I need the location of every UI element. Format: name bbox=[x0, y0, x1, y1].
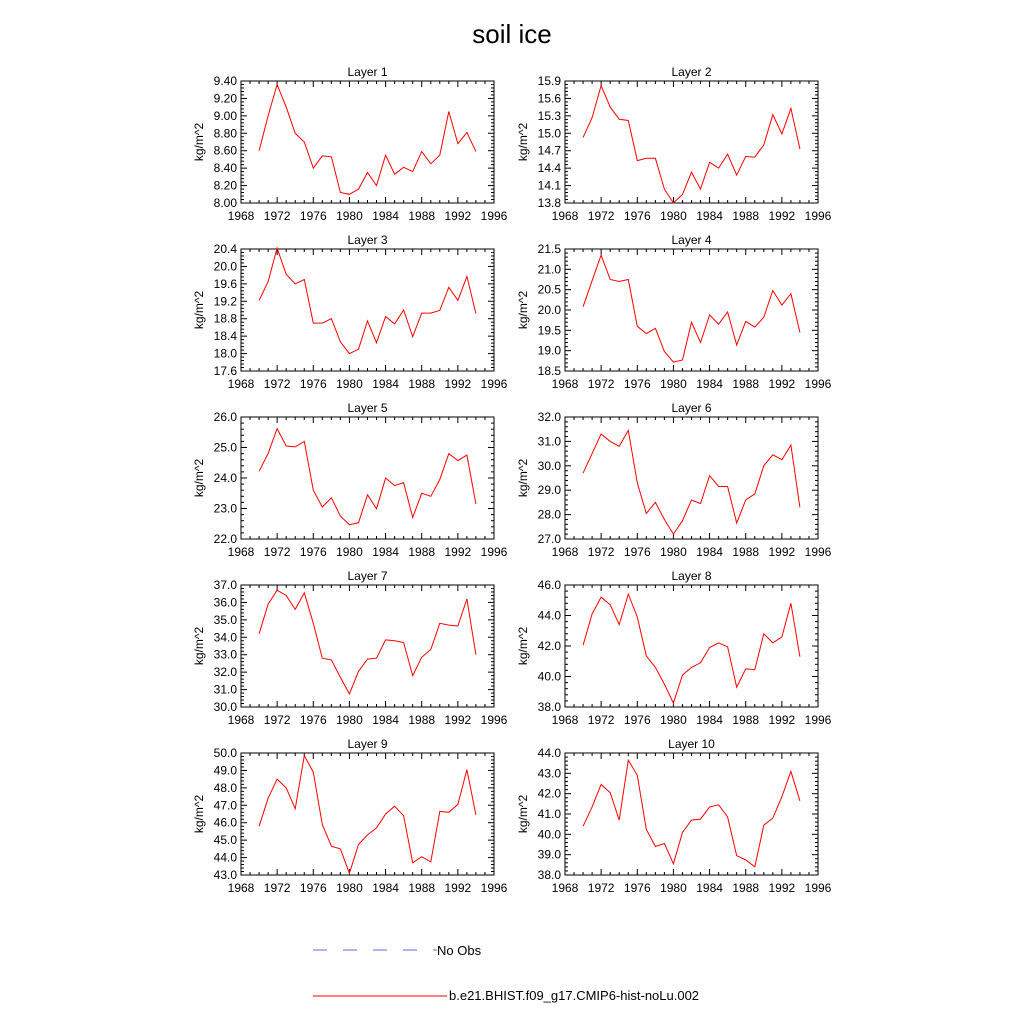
y-tick-label: 15.9 bbox=[537, 74, 561, 88]
x-tick-label: 1976 bbox=[299, 209, 327, 223]
panel-layer-3 bbox=[192, 233, 508, 391]
x-tick-label: 1996 bbox=[480, 209, 508, 223]
series-line bbox=[583, 86, 800, 203]
y-tick-label: 18.8 bbox=[213, 311, 237, 326]
y-tick-label: 42.0 bbox=[537, 786, 561, 801]
y-tick-label: 49.0 bbox=[213, 763, 237, 778]
y-axis-label: kg/m^2 bbox=[516, 458, 530, 498]
x-tick-label: 1992 bbox=[768, 545, 796, 559]
y-tick-label: 37.0 bbox=[213, 578, 237, 592]
y-tick-label: 9.00 bbox=[213, 108, 237, 123]
plot-frame bbox=[241, 81, 494, 203]
x-tick-label: 1988 bbox=[408, 713, 436, 727]
y-tick-label: 18.0 bbox=[213, 346, 237, 361]
x-tick-label: 1980 bbox=[336, 545, 363, 559]
x-tick-label: 1996 bbox=[480, 881, 508, 895]
y-tick-label: 46.0 bbox=[537, 578, 561, 592]
y-tick-label: 44.0 bbox=[537, 608, 561, 623]
panel-layer-9 bbox=[192, 737, 508, 895]
x-tick-label: 1972 bbox=[263, 209, 291, 223]
x-tick-label: 1988 bbox=[408, 209, 436, 223]
y-tick-label: 30.0 bbox=[213, 700, 237, 714]
y-tick-label: 27.0 bbox=[537, 532, 561, 546]
panel-title: Layer 4 bbox=[671, 233, 712, 247]
x-tick-label: 1984 bbox=[372, 377, 399, 391]
x-tick-label: 1988 bbox=[408, 881, 436, 895]
y-tick-label: 30.0 bbox=[537, 458, 561, 473]
y-tick-label: 41.0 bbox=[537, 807, 561, 821]
y-tick-label: 22.0 bbox=[213, 532, 237, 546]
x-tick-label: 1980 bbox=[660, 377, 687, 391]
plot-frame bbox=[241, 753, 494, 875]
y-tick-label: 13.8 bbox=[537, 196, 561, 210]
y-tick-label: 38.0 bbox=[537, 700, 561, 714]
x-tick-label: 1992 bbox=[768, 713, 796, 727]
y-axis-label: kg/m^2 bbox=[192, 458, 206, 498]
panels-group bbox=[192, 65, 832, 895]
panel-layer-1 bbox=[192, 65, 508, 223]
plot-frame bbox=[565, 753, 818, 875]
x-tick-label: 1984 bbox=[696, 713, 723, 727]
series-line bbox=[259, 429, 476, 525]
x-tick-label: 1968 bbox=[227, 209, 255, 223]
panel-layer-10 bbox=[516, 737, 832, 895]
panel-title: Layer 2 bbox=[671, 65, 712, 79]
legend-entry-model bbox=[313, 988, 699, 1003]
x-tick-label: 1968 bbox=[551, 881, 579, 895]
x-tick-label: 1972 bbox=[263, 713, 291, 727]
panel-layer-6 bbox=[516, 401, 832, 559]
x-tick-label: 1992 bbox=[444, 545, 472, 559]
x-tick-label: 1972 bbox=[263, 545, 291, 559]
y-tick-label: 33.0 bbox=[213, 647, 237, 662]
x-tick-label: 1976 bbox=[623, 881, 651, 895]
y-tick-label: 14.1 bbox=[537, 178, 561, 193]
x-tick-label: 1968 bbox=[551, 713, 579, 727]
y-axis-label: kg/m^2 bbox=[192, 626, 206, 666]
x-tick-label: 1980 bbox=[336, 713, 363, 727]
y-tick-label: 47.0 bbox=[213, 798, 237, 813]
y-tick-label: 46.0 bbox=[213, 815, 237, 830]
x-tick-label: 1996 bbox=[480, 545, 508, 559]
x-tick-label: 1992 bbox=[768, 209, 796, 223]
y-tick-label: 8.20 bbox=[213, 178, 237, 193]
y-tick-label: 19.0 bbox=[537, 343, 561, 358]
panel-layer-4 bbox=[516, 233, 832, 391]
x-tick-label: 1996 bbox=[804, 881, 832, 895]
y-tick-label: 15.0 bbox=[537, 126, 561, 141]
panel-title: Layer 9 bbox=[347, 737, 388, 751]
y-tick-label: 28.0 bbox=[537, 507, 561, 522]
x-tick-label: 1972 bbox=[587, 377, 615, 391]
series-line bbox=[259, 590, 476, 694]
x-tick-label: 1976 bbox=[299, 545, 327, 559]
x-tick-label: 1984 bbox=[372, 713, 399, 727]
y-tick-label: 19.5 bbox=[537, 323, 561, 338]
y-tick-label: 31.0 bbox=[537, 434, 561, 449]
x-tick-label: 1980 bbox=[336, 209, 363, 223]
y-tick-label: 18.4 bbox=[213, 329, 237, 344]
y-axis-label: kg/m^2 bbox=[516, 794, 530, 834]
y-tick-label: 45.0 bbox=[213, 833, 237, 848]
x-tick-label: 1988 bbox=[732, 881, 760, 895]
y-tick-label: 50.0 bbox=[213, 746, 237, 760]
panel-title: Layer 10 bbox=[668, 737, 715, 751]
x-tick-label: 1976 bbox=[623, 377, 651, 391]
y-tick-label: 44.0 bbox=[537, 746, 561, 760]
y-tick-label: 48.0 bbox=[213, 780, 237, 795]
y-tick-label: 21.5 bbox=[537, 242, 561, 256]
panel-title: Layer 6 bbox=[671, 401, 712, 415]
y-tick-label: 32.0 bbox=[537, 410, 561, 424]
x-tick-label: 1980 bbox=[660, 713, 687, 727]
y-tick-label: 9.40 bbox=[213, 74, 237, 88]
plot-frame bbox=[241, 417, 494, 539]
x-tick-label: 1992 bbox=[444, 377, 472, 391]
y-tick-label: 43.0 bbox=[213, 868, 237, 882]
x-tick-label: 1996 bbox=[804, 209, 832, 223]
y-tick-label: 19.2 bbox=[213, 294, 237, 309]
x-tick-label: 1984 bbox=[372, 209, 399, 223]
y-tick-label: 20.0 bbox=[537, 303, 561, 317]
y-tick-label: 40.0 bbox=[537, 669, 561, 684]
x-tick-label: 1988 bbox=[732, 377, 760, 391]
x-tick-label: 1992 bbox=[444, 209, 472, 223]
y-tick-label: 8.00 bbox=[213, 196, 237, 210]
y-tick-label: 44.0 bbox=[213, 850, 237, 865]
x-tick-label: 1996 bbox=[480, 713, 508, 727]
x-tick-label: 1976 bbox=[299, 713, 327, 727]
x-tick-label: 1992 bbox=[444, 713, 472, 727]
x-tick-label: 1988 bbox=[732, 545, 760, 559]
y-tick-label: 18.5 bbox=[537, 364, 561, 378]
y-tick-label: 43.0 bbox=[537, 766, 561, 781]
y-tick-label: 40.0 bbox=[537, 827, 561, 842]
y-tick-label: 29.0 bbox=[537, 483, 561, 498]
x-tick-label: 1968 bbox=[551, 209, 579, 223]
x-tick-label: 1984 bbox=[696, 209, 723, 223]
x-tick-label: 1980 bbox=[660, 881, 687, 895]
y-tick-label: 15.6 bbox=[537, 91, 561, 106]
x-tick-label: 1976 bbox=[623, 209, 651, 223]
y-tick-label: 25.0 bbox=[213, 440, 237, 455]
x-tick-label: 1972 bbox=[587, 545, 615, 559]
x-tick-label: 1968 bbox=[227, 713, 255, 727]
x-tick-label: 1996 bbox=[480, 377, 508, 391]
y-tick-label: 8.80 bbox=[213, 126, 237, 141]
plot-frame bbox=[565, 585, 818, 707]
y-tick-label: 8.40 bbox=[213, 161, 237, 176]
x-tick-label: 1992 bbox=[444, 881, 472, 895]
y-axis-label: kg/m^2 bbox=[192, 122, 206, 162]
y-tick-label: 8.60 bbox=[213, 143, 237, 158]
panel-layer-5 bbox=[192, 401, 508, 559]
x-tick-label: 1980 bbox=[336, 881, 363, 895]
panel-layer-7 bbox=[192, 569, 508, 727]
x-tick-label: 1976 bbox=[623, 713, 651, 727]
y-tick-label: 20.5 bbox=[537, 282, 561, 297]
figure-title: soil ice bbox=[472, 19, 552, 49]
legend-entry-no-obs bbox=[313, 943, 482, 958]
panel-title: Layer 5 bbox=[347, 401, 388, 415]
x-tick-label: 1996 bbox=[804, 713, 832, 727]
series-line bbox=[259, 756, 476, 874]
y-tick-label: 15.3 bbox=[537, 108, 561, 123]
y-axis-label: kg/m^2 bbox=[516, 626, 530, 666]
x-tick-label: 1968 bbox=[551, 545, 579, 559]
x-tick-label: 1996 bbox=[804, 545, 832, 559]
panel-title: Layer 8 bbox=[671, 569, 712, 583]
x-tick-label: 1984 bbox=[372, 545, 399, 559]
legend-label: b.e21.BHIST.f09_g17.CMIP6-hist-noLu.002 bbox=[449, 988, 700, 1003]
y-tick-label: 21.0 bbox=[537, 262, 561, 277]
x-tick-label: 1972 bbox=[587, 209, 615, 223]
x-tick-label: 1984 bbox=[696, 881, 723, 895]
y-tick-label: 9.20 bbox=[213, 91, 237, 106]
y-tick-label: 38.0 bbox=[537, 868, 561, 882]
series-line bbox=[259, 85, 476, 195]
y-tick-label: 14.7 bbox=[537, 143, 561, 158]
x-tick-label: 1976 bbox=[299, 377, 327, 391]
x-tick-label: 1968 bbox=[551, 377, 579, 391]
plot-frame bbox=[565, 249, 818, 371]
x-tick-label: 1996 bbox=[804, 377, 832, 391]
y-tick-label: 14.4 bbox=[537, 161, 561, 176]
panel-layer-8 bbox=[516, 569, 832, 727]
x-tick-label: 1976 bbox=[299, 881, 327, 895]
y-tick-label: 23.0 bbox=[213, 501, 237, 516]
x-tick-label: 1980 bbox=[660, 209, 687, 223]
y-tick-label: 42.0 bbox=[537, 639, 561, 653]
series-line bbox=[583, 594, 800, 703]
legend-label: No Obs bbox=[437, 943, 482, 958]
y-tick-label: 35.0 bbox=[213, 612, 237, 627]
y-tick-label: 20.0 bbox=[213, 259, 237, 274]
x-tick-label: 1972 bbox=[263, 881, 291, 895]
y-axis-label: kg/m^2 bbox=[516, 122, 530, 162]
x-tick-label: 1992 bbox=[768, 377, 796, 391]
y-axis-label: kg/m^2 bbox=[192, 794, 206, 834]
y-tick-label: 34.0 bbox=[213, 630, 237, 645]
x-tick-label: 1968 bbox=[227, 377, 255, 391]
y-tick-label: 36.0 bbox=[213, 595, 237, 610]
y-axis-label: kg/m^2 bbox=[516, 290, 530, 330]
y-tick-label: 39.0 bbox=[537, 847, 561, 862]
x-tick-label: 1988 bbox=[408, 377, 436, 391]
series-line bbox=[583, 430, 800, 534]
legend bbox=[313, 943, 699, 1003]
x-tick-label: 1984 bbox=[372, 881, 399, 895]
x-tick-label: 1992 bbox=[768, 881, 796, 895]
y-tick-label: 24.0 bbox=[213, 471, 237, 485]
x-tick-label: 1968 bbox=[227, 881, 255, 895]
y-axis-label: kg/m^2 bbox=[192, 290, 206, 330]
y-tick-label: 19.6 bbox=[213, 276, 237, 291]
series-line bbox=[583, 255, 800, 362]
panel-title: Layer 1 bbox=[347, 65, 388, 79]
plot-frame bbox=[241, 585, 494, 707]
x-tick-label: 1984 bbox=[696, 377, 723, 391]
x-tick-label: 1972 bbox=[587, 713, 615, 727]
x-tick-label: 1972 bbox=[263, 377, 291, 391]
panel-title: Layer 7 bbox=[347, 569, 388, 583]
x-tick-label: 1988 bbox=[732, 209, 760, 223]
y-tick-label: 32.0 bbox=[213, 665, 237, 680]
x-tick-label: 1976 bbox=[623, 545, 651, 559]
x-tick-label: 1988 bbox=[732, 713, 760, 727]
y-tick-label: 26.0 bbox=[213, 410, 237, 424]
x-tick-label: 1980 bbox=[660, 545, 687, 559]
x-tick-label: 1988 bbox=[408, 545, 436, 559]
panel-title: Layer 3 bbox=[347, 233, 388, 247]
series-line bbox=[583, 760, 800, 867]
x-tick-label: 1980 bbox=[336, 377, 363, 391]
series-line bbox=[259, 248, 476, 354]
x-tick-label: 1984 bbox=[696, 545, 723, 559]
plot-frame bbox=[565, 81, 818, 203]
x-tick-label: 1968 bbox=[227, 545, 255, 559]
panel-layer-2 bbox=[516, 65, 832, 223]
y-tick-label: 31.0 bbox=[213, 682, 237, 697]
y-tick-label: 20.4 bbox=[213, 242, 237, 256]
x-tick-label: 1972 bbox=[587, 881, 615, 895]
plot-frame bbox=[241, 249, 494, 371]
y-tick-label: 17.6 bbox=[213, 364, 237, 378]
